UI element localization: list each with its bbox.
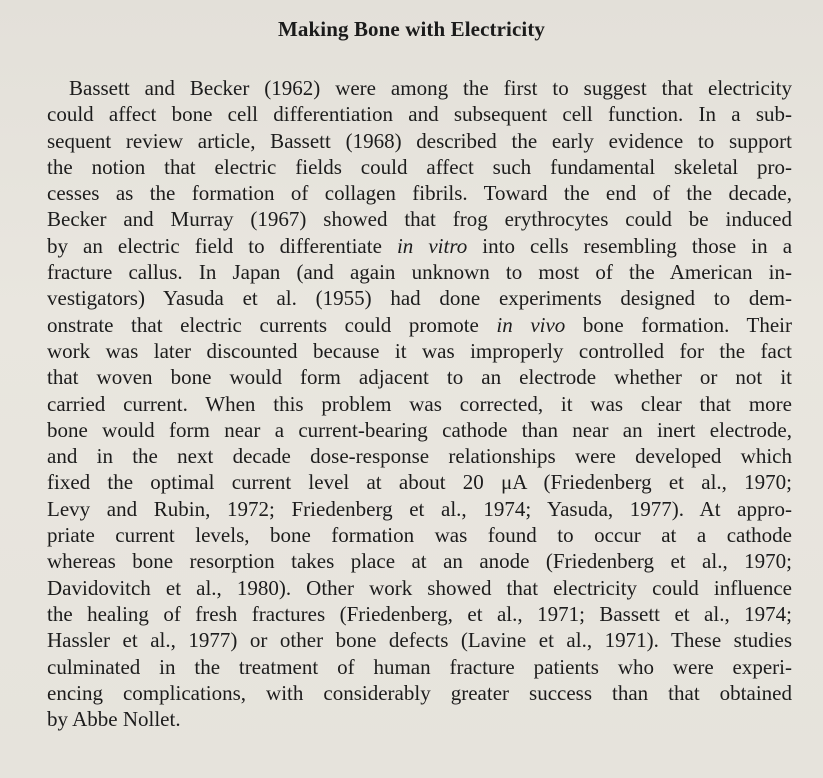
text-segment: sequent review article, Bassett (1968) described the early evidence to support (47, 128, 792, 153)
text-segment: work was later discounted because it was improperly controlled for the fact (47, 338, 792, 363)
text-segment: could affect bone cell differentiation and subsequent cell function. In a sub- (47, 102, 792, 127)
text-line (47, 206, 792, 232)
text-line (47, 627, 792, 653)
text-segment: by an electric field to differentiate (47, 233, 397, 258)
text-segment: bone formation. Their (565, 312, 792, 337)
text-line (47, 654, 792, 680)
text-segment: culminated in the treatment of human fracture patients who were experi- (47, 654, 792, 679)
text-segment: that woven bone would form adjacent to an electrode whether or not it (47, 365, 792, 390)
text-line (47, 391, 792, 417)
text-line (47, 75, 792, 101)
text-segment: Hassler et al., 1977) or other bone defects (Lavine et al., 1971). These studies (47, 628, 792, 653)
text-line (47, 259, 792, 285)
text-segment: Bassett and Becker (1962) were among the first to suggest that electricity (69, 76, 792, 100)
text-segment: the healing of fresh fractures (Friedenberg, et al., 1971; Bassett et al., 1974; (47, 601, 792, 626)
text-segment: and in the next decade dose-response relationships were developed which (47, 444, 792, 469)
text-segment: carried current. When this problem was corrected, it was clear that more (47, 391, 792, 416)
text-line (47, 443, 792, 469)
text-segment: into cells resembling those in a (467, 233, 793, 258)
text-segment: fracture callus. In Japan (and again unknown to most of the American in- (47, 260, 792, 285)
text-segment: onstrate that electric currents could promote (47, 312, 497, 337)
text-segment: encing complications, with considerably greater success than that obtained (47, 680, 792, 705)
text-line (47, 496, 792, 522)
text-segment: by Abbe Nollet. (47, 707, 181, 732)
text-line (47, 338, 792, 364)
body-paragraph (47, 75, 792, 732)
text-segment: the notion that electric fields could affect such fundamental skeletal pro- (47, 154, 792, 179)
text-segment: cesses as the formation of collagen fibrils. Toward the end of the decade, (47, 181, 792, 206)
italic-term: in vivo (496, 312, 566, 337)
text-line (47, 101, 792, 127)
text-segment: whereas bone resorption takes place at an anode (Friedenberg et al., 1970; (47, 549, 792, 574)
text-line (47, 548, 792, 574)
text-line (47, 575, 792, 601)
section-heading: Making Bone with Electricity (277, 17, 546, 41)
text-segment: fixed the optimal current level at about 20 μA (Friedenberg et al., 1970; (47, 470, 792, 495)
text-line (47, 128, 792, 154)
text-line (47, 154, 792, 180)
text-segment: bone would form near a current-bearing cathode than near an inert electrode, (47, 417, 792, 442)
text-line (47, 312, 792, 338)
text-segment: Becker and Murray (1967) showed that frog erythrocytes could be induced (47, 207, 792, 232)
text-line (47, 285, 792, 311)
text-segment: Levy and Rubin, 1972; Friedenberg et al., 1974; Yasuda, 1977). At appro- (47, 496, 792, 521)
text-line (47, 364, 792, 390)
text-segment: Davidovitch et al., 1980). Other work showed that electricity could influence (47, 575, 792, 600)
text-line (47, 706, 792, 732)
text-line (47, 522, 792, 548)
text-line (47, 680, 792, 706)
text-line (47, 417, 792, 443)
text-line (47, 233, 792, 259)
text-segment: priate current levels, bone formation was found to occur at a cathode (47, 523, 792, 548)
text-line (47, 469, 792, 495)
text-line (47, 180, 792, 206)
text-line (47, 601, 792, 627)
text-segment: vestigators) Yasuda et al. (1955) had done experiments designed to dem- (47, 286, 792, 311)
italic-term: in vitro (396, 233, 468, 258)
